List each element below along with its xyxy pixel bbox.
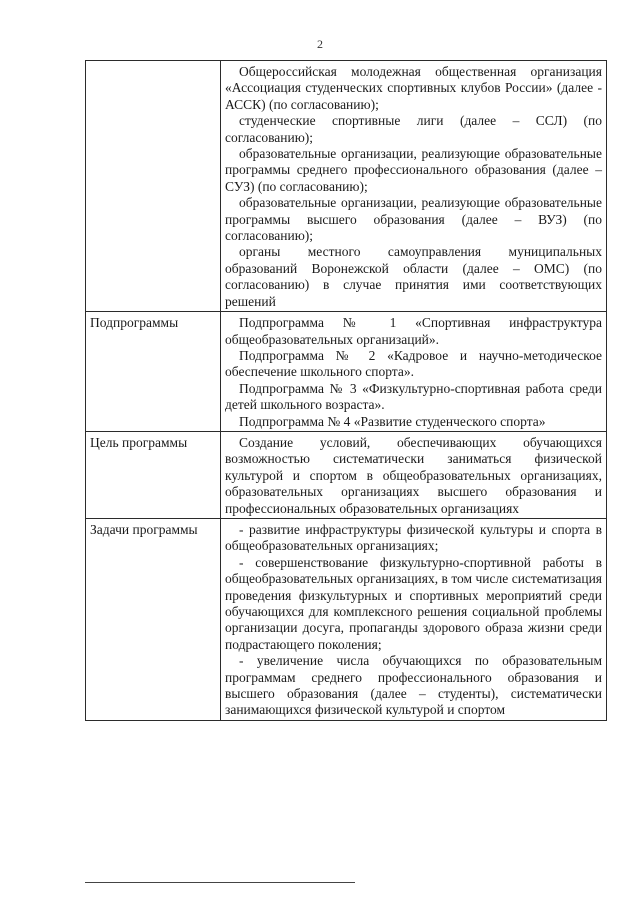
row-label-goal: Цель программы xyxy=(86,431,221,518)
content-paragraph: органы местного самоуправления муниципальных образований Воронежской области (далее – ОМС) (по согласованию) в случае принятия ими соответствующих решений xyxy=(225,244,602,309)
content-paragraph: - совершенствование физкультурно-спортивной работы в общеобразовательных организациях, в том числе систематизация проведения физкультурных и спортивных мероприятий среди обучающихся для комплексного решения социальной проблемы организации досуга, пропаганды здорового образа жизни среди подрастающего поколения; xyxy=(225,554,602,652)
row-content-tasks xyxy=(221,518,607,720)
footnote-rule xyxy=(85,882,355,883)
row-label-subprograms: Подпрограммы xyxy=(86,312,221,432)
content-paragraph: образовательные организации, реализующие образовательные программы среднего профессионального образования (далее – СУЗ) (по согласованию); xyxy=(225,146,602,194)
row-label-tasks: Задачи программы xyxy=(86,518,221,720)
row-content-participants xyxy=(221,61,607,312)
page-number: 2 xyxy=(317,37,323,51)
table-row-goal xyxy=(86,431,607,518)
content-paragraph: Создание условий, обеспечивающих обучающихся возможностью систематически заниматься физической культурой и спортом в общеобразовательных организациях, образовательных организациях высшего образования и профессиональных образовательных организациях xyxy=(225,434,602,516)
program-passport-table xyxy=(85,60,607,721)
content-paragraph: - увеличение числа обучающихся по образовательным программам среднего профессионального образования и высшего образования (далее – студенты), систематически занимающихся физической культурой и спортом xyxy=(225,653,602,718)
content-paragraph: Подпрограмма № 1 «Спортивная инфраструктура общеобразовательных организаций». xyxy=(225,315,602,347)
content-paragraph: Подпрограмма № 4 «Развитие студенческого спорта» xyxy=(239,413,546,429)
row-content-subprograms xyxy=(221,312,607,432)
content-paragraph: Общероссийская молодежная общественная организация «Ассоциация студенческих спортивных клубов России» (далее - АССК) (по согласованию); xyxy=(225,64,602,112)
table-row-tasks xyxy=(86,518,607,720)
content-paragraph: образовательные организации, реализующие образовательные программы высшего образования (далее – ВУЗ) (по согласованию); xyxy=(225,195,602,244)
content-paragraph: Подпрограмма № 2 «Кадровое и научно-методическое обеспечение школьного спорта». xyxy=(225,347,602,380)
table-row-participants xyxy=(86,61,607,312)
row-label xyxy=(86,61,221,312)
content-paragraph: - развитие инфраструктуры физической культуры и спорта в общеобразовательных организациях; xyxy=(225,521,602,554)
table-row-subprograms xyxy=(86,312,607,432)
content-paragraph: Подпрограмма № 3 «Физкультурно-спортивная работа среди детей школьного возраста». xyxy=(225,380,602,413)
content-paragraph: студенческие спортивные лиги (далее – ССЛ) (по согласованию); xyxy=(225,113,602,145)
row-content-goal xyxy=(221,431,607,518)
